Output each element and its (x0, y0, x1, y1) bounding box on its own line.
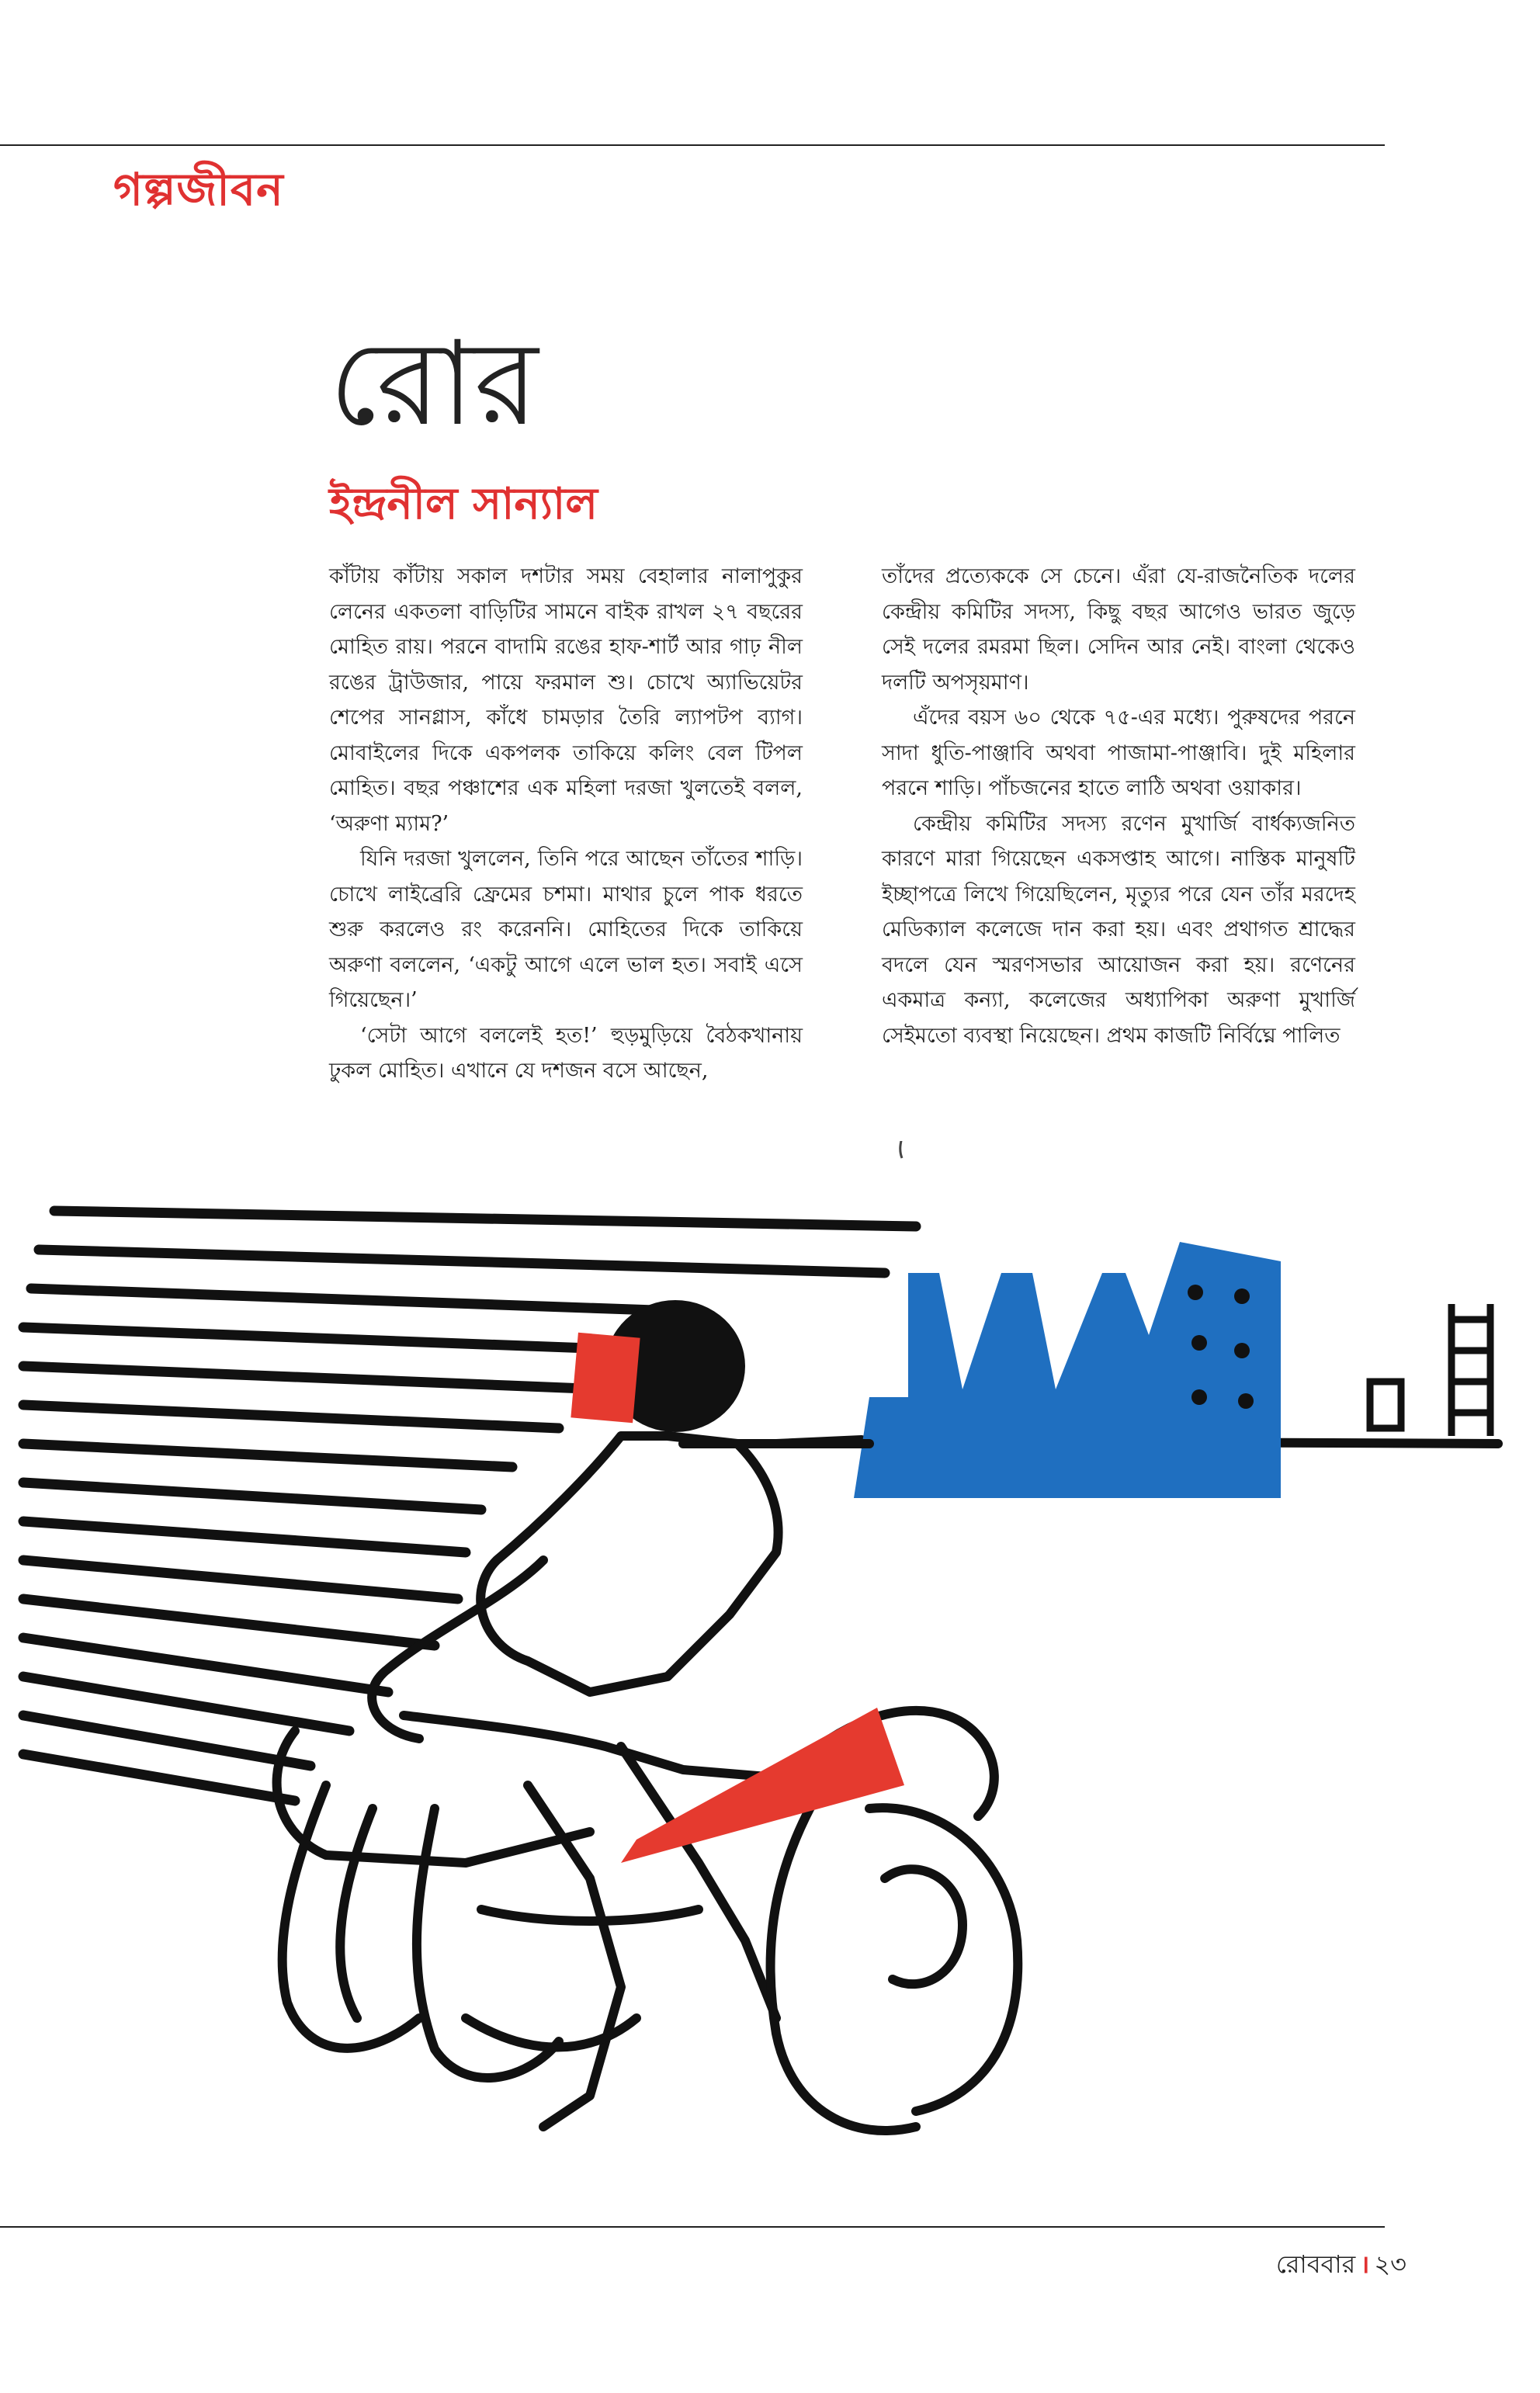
top-rule (0, 144, 1385, 146)
rider-and-bike-sketch (277, 1436, 1018, 2131)
paragraph: তাঁদের প্রত্যেককে সে চেনে। এঁরা যে-রাজনৈতিক দলের কেন্দ্রীয় কমিটির সদস্য, কিছু বছর আগেও ভারত জুড়ে সেই দলের রমরমা ছিল। সেদিন আর নেই। বাংলা থেকেও দলটি অপসৃয়মাণ। (882, 564, 1355, 695)
paragraph: যিনি দরজা খুললেন, তিনি পরে আছেন তাঁতের শাড়ি। চোখে লাইব্রেরি ফ্রেমের চশমা। মাথার চুলে পাক ধরতে শুরু করলেও রং করেননি। মোহিতের দিকে তাকিয়ে অরুণা বললেন, ‘একটু আগে এলে ভাল হত। সবাই এসে গিয়েছেন।’ (329, 847, 803, 1012)
paragraph: কাঁটায় কাঁটায় সকাল দশটার সময় বেহালার নালাপুকুর লেনের একতলা বাড়িটির সামনে বাইক রাখল ২৭ বছরের মোহিত রায়। পরনে বাদামি রঙের হাফ-শার্ট আর গাঢ় নীল রঙের ট্রাউজার, পায়ে ফরমাল শু। চোখে অ্যাভিয়েটর শেপের সানগ্লাস, কাঁধে চামড়ার তৈরি ল্যাপটপ ব্যাগ। মোবাইলের দিকে একপলক তাকিয়ে কলিং বেল টিপল মোহিত। বছর পঞ্চাশের এক মহিলা দরজা খুলতেই বলল, ‘অরুণা ম্যাম?’ (329, 564, 803, 836)
story-title: রোর (329, 317, 539, 452)
text-column-right (882, 559, 1355, 1053)
ink-mark (900, 1141, 903, 1158)
text-column-left (329, 559, 803, 1089)
author-name: ইন্দ্রনীল সান্যাল (329, 479, 598, 529)
paragraph: কেন্দ্রীয় কমিটির সদস্য রণেন মুখার্জি বার্ধক্যজনিত কারণে মারা গিয়েছেন একসপ্তাহ আগে। নাস্তিক মানুষটি ইচ্ছাপত্রে লিখে গিয়েছিলেন, মৃত্যুর পরে যেন তাঁর মরদেহ মেডিক্যাল কলেজে দান করা হয়। এবং প্রথাগত শ্রাদ্ধের বদলে যেন স্মরণসভার আয়োজন করা হয়। রণেনের একমাত্র কন্যা, কলেজের অধ্যাপিকা অরুণা মুখার্জি সেইমতো ব্যবস্থা নিয়েছেন। প্রথম কাজটি নির্বিঘ্নে পালিত (882, 811, 1355, 1048)
red-bike-tank (621, 1708, 904, 1863)
bottom-rule (0, 2226, 1385, 2228)
sketched-buildings (1370, 1304, 1490, 1436)
page-footer (1276, 2245, 1406, 2287)
section-label: গল্পজীবন (113, 163, 284, 216)
paragraph: এঁদের বয়স ৬০ থেকে ৭৫-এর মধ্যে। পুরুষদের পরনে সাদা ধুতি-পাঞ্জাবি অথবা পাজামা-পাঞ্জাবি। দুই মহিলার পরনে শাড়ি। পাঁচজনের হাতে লাঠি অথবা ওয়াকার। (882, 706, 1355, 800)
blue-factory-building (854, 1242, 1281, 1498)
speed-lines (23, 1211, 916, 1801)
footer-separator: । (1360, 2249, 1370, 2279)
paragraph: ‘সেটা আগে বললেই হত!’ হুড়মুড়িয়ে বৈঠকখানায় ঢুকল মোহিত। এখানে যে দশজন বসে আছেন, (329, 1023, 803, 1083)
magazine-name: রোববার (1275, 2249, 1356, 2279)
red-visor (571, 1333, 640, 1424)
page-number: ২৩ (1374, 2249, 1406, 2279)
motorcycle-rider-illustration (0, 1141, 1540, 2220)
